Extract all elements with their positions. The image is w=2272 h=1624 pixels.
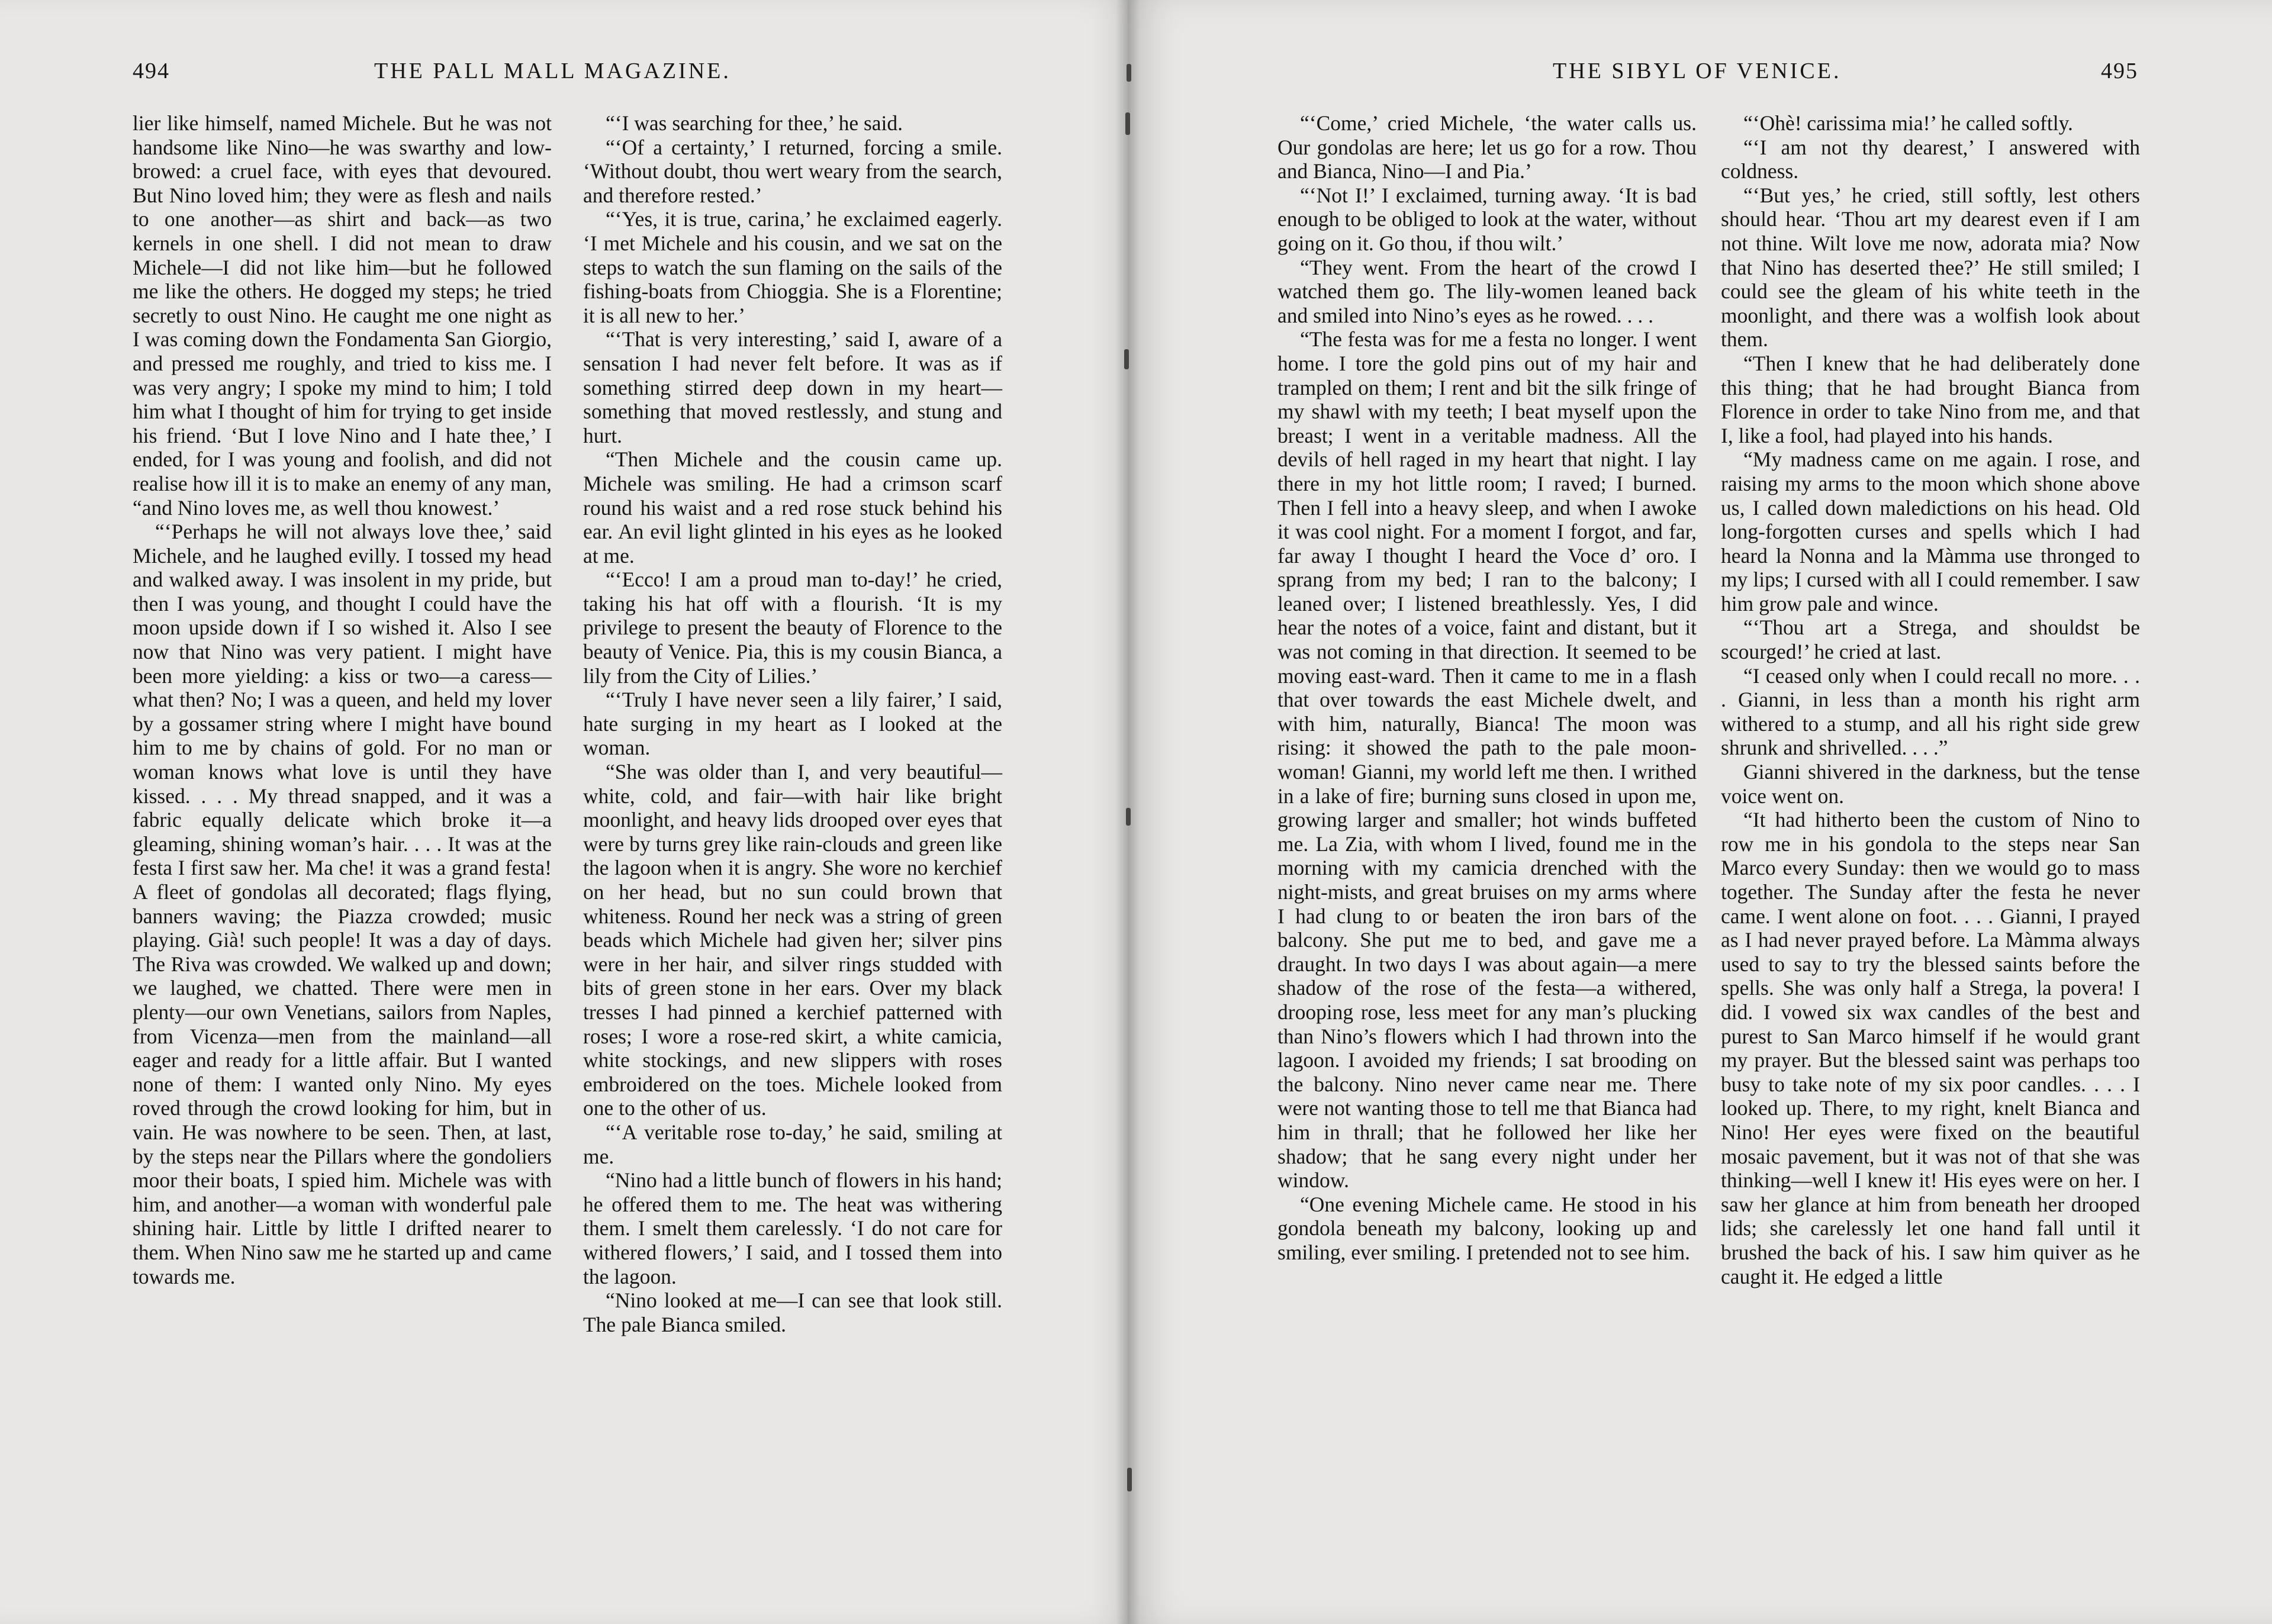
binding-mark bbox=[1127, 64, 1131, 82]
paragraph: “‘Ohè! carissima mia!’ he called softly. bbox=[1743, 111, 2073, 135]
paragraph: “The festa was for me a festa no longer. I went home. I tore the gold pins out of my hair and trampled on them; I rent and bit the silk fringe of my shawl with my teeth; I beat myself upon the breast; I went in a veritable madness. All the devils of hell raged in my heart that night. I lay there in my hot little room; I raved; I burned. Then I fell into a heavy sleep, and when I awoke it was cool night. For a moment I forgot, and far, far away I thought I heard the Voce d’ oro. I sprang from my bed; I ran to the balcony; I leaned over; I listened breathlessly. Yes, I did hear the notes of a voice, faint and distant, but it was not coming in that direction. It seemed to be moving east-ward. Then it came to me in a flash that over towards the east Michele dwelt, and with him, naturally, Bianca! The moon was rising: it showed the path to the pale moon-woman! Gianni, my world left me then. I writhed in a lake of fire; burning suns closed in upon me, growing larger and smaller; hot winds buffeted me. La Zia, with whom I lived, found me in the morning with my camicia drenched with the night-mists, and great bruises on my arms where I had clung to or beaten the iron bars of the balcony. She put me to bed, and gave me a draught. In two days I was about again—a mere shadow of the rose of the festa—a withered, drooping rose, less meet for any man’s plucking than Nino’s flowers which I had thrown into the lagoon. I avoided my friends; I sat brooding on the balcony. Nino never came near me. There were not wanting those to tell me that Bianca had him in thrall; that he followed her like her shadow; that he sang every night under her window. bbox=[1277, 327, 1697, 1193]
binding-mark bbox=[1126, 808, 1131, 826]
left-column-2 bbox=[583, 111, 1002, 1336]
paragraph: “My madness came on me again. I rose, and raising my arms to the moon which shone above us, I called down maledictions on his head. Old long-forgotten curses and spells which I had heard la Nonna and la Màmma use thronged to my lips; I cursed with all I could remember. I saw him grow pale and wince. bbox=[1721, 447, 2140, 616]
paragraph: “‘That is very interesting,’ said I, aware of a sensation I had never felt before. It was as if something stirred deep down in my heart—something that moved restlessly, and stung and hurt. bbox=[583, 327, 1002, 447]
paragraph: “‘Yes, it is true, carina,’ he exclaimed eagerly. ‘I met Michele and his cousin, and we sat on the steps to watch the sun flaming on the sails of the fishing-boats from Chioggia. She is a Florentine; it is all new to her.’ bbox=[583, 207, 1002, 327]
right-page-number: 495 bbox=[2101, 59, 2138, 83]
left-page bbox=[0, 0, 1128, 1624]
left-page-number: 494 bbox=[133, 59, 170, 83]
binding-mark bbox=[1127, 1468, 1132, 1491]
right-column-2 bbox=[1721, 111, 2140, 1288]
paragraph: lier like himself, named Michele. But he was not handsome like Nino—he was swarthy and low-browed: a cruel face, with eyes that devoured. But Nino loved him; they were as flesh and nails to one another—as shirt and back—as two kernels in one shell. I did not mean to draw Michele—I did not like him—but he followed me like the others. He dogged my steps; he tried secretly to oust Nino. He caught me one night as I was coming down the Fondamenta San Giorgio, and pressed me roughly, and tried to kiss me. I was very angry; I spoke my mind to him; I told him what I thought of him for trying to get inside his friend. ‘But I love Nino and I hate thee,’ I ended, for I was young and foolish, and did not realise how ill it is to make an enemy of any man, “and Nino loves me, as well thou knowest.’ bbox=[133, 111, 552, 520]
paragraph: “‘Perhaps he will not always love thee,’ said Michele, and he laughed evilly. I tossed my head and walked away. I was insolent in my pride, but then I was young, and thought I could have the moon upside down if I so wished it. Also I see now that Nino was very patient. I might have been more yielding: a kiss or two—a caress—what then? No; I was a queen, and held my lover by a gossamer string where I might have bound him to me by chains of gold. For no man or woman knows what love is until they have kissed. . . . My thread snapped, and it was a fabric equally delicate which broke it—a gleaming, shining woman’s hair. . . . It was at the festa I first saw her. Ma che! it was a grand festa! A fleet of gondolas all decorated; flags flying, banners waving; the Piazza crowded; music playing. Già! such people! It was a day of days. The Riva was crowded. We walked up and down; we laughed, we chatted. There were men in plenty—our own Venetians, sailors from Naples, from Vicenza—men from the mainland—all eager and ready for a little affair. But I wanted none of them: I wanted only Nino. My eyes roved through the crowd looking for him, but in vain. He was nowhere to be seen. Then, at last, by the steps near the Pillars where the gondoliers moor their boats, I spied him. Michele was with him, and another—a woman with wonderful pale shining hair. Little by little I drifted nearer to them. When Nino saw me he started up and came towards me. bbox=[133, 520, 552, 1288]
paragraph: “Nino looked at me—I can see that look still. The pale Bianca smiled. bbox=[583, 1288, 1002, 1336]
paragraph: “One evening Michele came. He stood in his gondola beneath my balcony, looking up and smiling, ever smiling. I pretended not to see him. bbox=[1277, 1192, 1697, 1264]
paragraph: “I ceased only when I could recall no more. . . . Gianni, in less than a month his right arm withered to a stump, and all his right side grew shrunk and shrivelled. . . .” bbox=[1721, 663, 2140, 760]
paragraph: “‘Of a certainty,’ I returned, forcing a smile. ‘Without doubt, thou wert weary from the search, and therefore rested.’ bbox=[583, 135, 1002, 207]
paragraph: “‘Come,’ cried Michele, ‘the water calls us. Our gondolas are here; let us go for a row. Thou and Bianca, Nino—I and Pia.’ bbox=[1277, 111, 1697, 183]
paragraph: “‘I am not thy dearest,’ I answered with coldness. bbox=[1721, 135, 2140, 183]
left-column-1 bbox=[133, 111, 552, 1288]
paragraph: “She was older than I, and very beautiful—white, cold, and fair—with hair like bright moonlight, and heavy lids drooped over eyes that were by turns grey like rain-clouds and green like the lagoon when it is angry. She wore no kerchief on her head, but no sun could brown that whiteness. Round her neck was a string of green beads which Michele had given her; silver pins were in her hair, and silver rings studded with bits of green stone in her ears. Over my black tresses I had pinned a kerchief patterned with roses; I wore a rose-red skirt, a white camicia, white stockings, and new slippers with roses embroidered on the toes. Michele looked from one to the other of us. bbox=[583, 760, 1002, 1120]
paragraph: “Then I knew that he had deliberately done this thing; that he had brought Bianca from Florence in order to take Nino from me, and that I, like a fool, had played into his hands. bbox=[1721, 351, 2140, 447]
left-running-head: THE PALL MALL MAGAZINE. bbox=[374, 59, 731, 83]
paragraph: “‘Not I!’ I exclaimed, turning away. ‘It is bad enough to be obliged to look at the water, without going on it. Go thou, if thou wilt.’ bbox=[1277, 183, 1697, 255]
paragraph: “‘I was searching for thee,’ he said. bbox=[606, 111, 903, 135]
right-column-1 bbox=[1277, 111, 1697, 1265]
paragraph: “They went. From the heart of the crowd I watched them go. The lily-women leaned back and smiled into Nino’s eyes as he rowed. . . . bbox=[1277, 255, 1697, 327]
paragraph: “‘A veritable rose to-day,’ he said, smiling at me. bbox=[583, 1120, 1002, 1168]
right-running-head: THE SIBYL OF VENICE. bbox=[1553, 59, 1842, 83]
right-page bbox=[1128, 0, 2272, 1624]
paragraph: “It had hitherto been the custom of Nino to row me in his gondola to the steps near San Marco every Sunday: then we would go to mass together. The Sunday after the festa he never came. I went alone on foot. . . . Gianni, I prayed as I had never prayed before. La Màmma always used to say to try the blessed saints before the spells. She was only half a Strega, la povera! I did. I vowed six wax candles of the best and purest to San Marco himself if he would grant my prayer. But the blessed saint was perhaps too busy to take note of my six poor candles. . . . I looked up. There, to my right, knelt Bianca and Nino! Her eyes were fixed on the beautiful mosaic pavement, but it was not of that she was thinking—well I knew it! His eyes were on her. I saw her glance at him from beneath her drooped lids; she carelessly let one hand fall until it brushed the back of his. I saw him quiver as he caught it. He edged a little bbox=[1721, 808, 2140, 1288]
paragraph: “‘Ecco! I am a proud man to-day!’ he cried, taking his hat off with a flourish. ‘It is my privilege to present the beauty of Florence to the beauty of Venice. Pia, this is my cousin Bianca, a lily from the City of Lilies.’ bbox=[583, 568, 1002, 688]
binding-mark bbox=[1124, 349, 1129, 369]
paragraph: “‘Truly I have never seen a lily fairer,’ I said, hate surging in my heart as I looked at the woman. bbox=[583, 688, 1002, 760]
binding-mark bbox=[1125, 112, 1130, 135]
paragraph: “‘Thou art a Strega, and shouldst be scourged!’ he cried at last. bbox=[1721, 616, 2140, 664]
paragraph: “Nino had a little bunch of flowers in his hand; he offered them to me. The heat was withering them. I smelt them carelessly. ‘I do not care for withered flowers,’ I said, and I tossed them into the lagoon. bbox=[583, 1168, 1002, 1288]
paragraph: “Then Michele and the cousin came up. Michele was smiling. He had a crimson scarf round his waist and a red rose stuck behind his ear. An evil light glinted in his eyes as he looked at me. bbox=[583, 447, 1002, 568]
paragraph: Gianni shivered in the darkness, but the tense voice went on. bbox=[1721, 760, 2140, 808]
paragraph: “‘But yes,’ he cried, still softly, lest others should hear. ‘Thou art my dearest even if I am not thine. Wilt love me now, adorata mia? Now that Nino has deserted thee?’ He still smiled; I could see the gleam of his white teeth in the moonlight, and there was a wolfish look about them. bbox=[1721, 183, 2140, 352]
